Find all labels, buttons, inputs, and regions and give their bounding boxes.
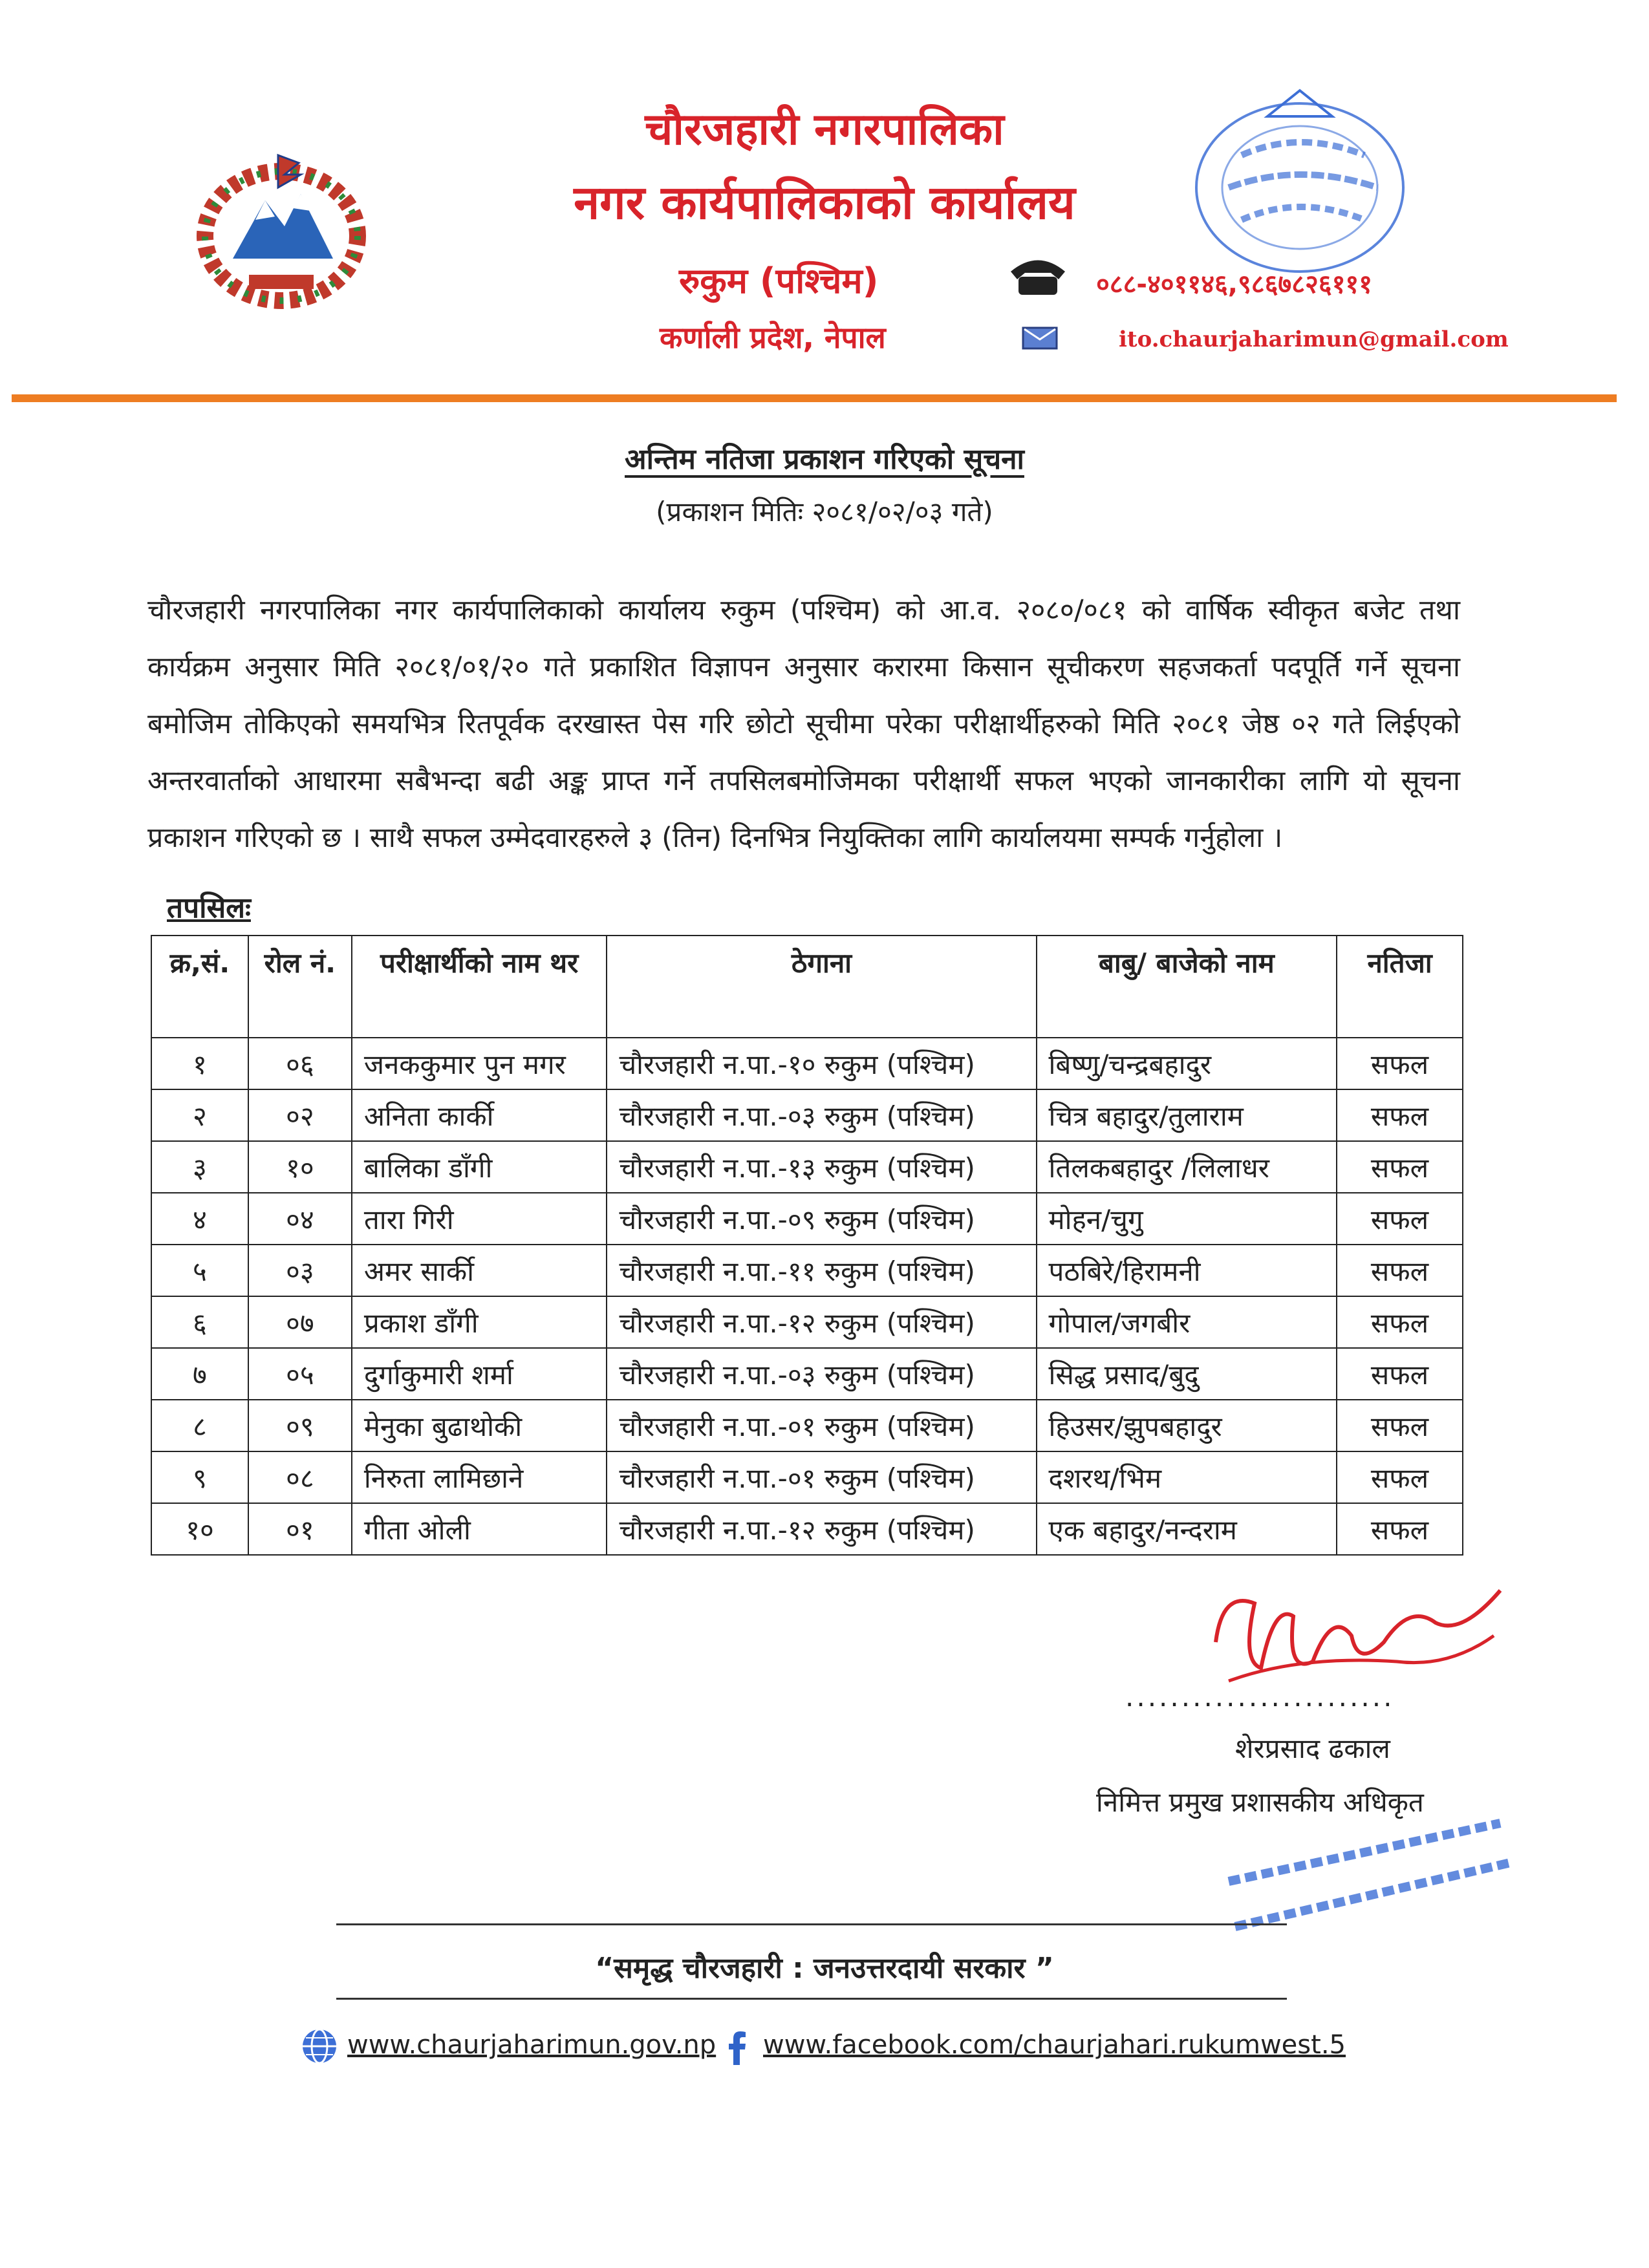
cell-name: बालिका डाँगी (352, 1141, 607, 1193)
col-header-address: ठेगाना (607, 936, 1036, 1038)
details-heading: तपसिलः (167, 892, 251, 925)
footer-rule-top (336, 1923, 1287, 1925)
signatory-title: निमित्त प्रमुख प्रशासकीय अधिकृत (1096, 1786, 1424, 1818)
col-header-name: परीक्षार्थीको नाम थर (352, 936, 607, 1038)
cell-result: सफल (1337, 1503, 1463, 1555)
col-header-result: नतिजा (1337, 936, 1463, 1038)
cell-result: सफल (1337, 1089, 1463, 1141)
cell-roll: ०६ (248, 1038, 352, 1089)
cell-result: सफल (1337, 1348, 1463, 1400)
col-header-father-grandfather: बाबु/ बाजेको नाम (1037, 936, 1337, 1038)
cell-address: चौरजहारी न.पा.-०१ रुकुम (पश्चिम) (607, 1451, 1036, 1503)
cell-roll: ०१ (248, 1503, 352, 1555)
cell-address: चौरजहारी न.पा.-०३ रुकुम (पश्चिम) (607, 1348, 1036, 1400)
table-row (151, 1503, 1463, 1555)
motto: “समृद्ध चौरजहारी : जनउत्तरदायी सरकार ” (595, 1952, 1054, 1985)
table-row (151, 1400, 1463, 1451)
cell-name: तारा गिरी (352, 1193, 607, 1245)
cell-parent: तिलकबहादुर /लिलाधर (1037, 1141, 1337, 1193)
handwritten-signature (1203, 1565, 1513, 1746)
table-header-row (151, 936, 1463, 1038)
email-address: ito.chaurjaharimun@gmail.com (1119, 326, 1509, 352)
table-row (151, 1451, 1463, 1503)
cell-name: गीता ओली (352, 1503, 607, 1555)
cell-serial: ६ (151, 1296, 248, 1348)
office-seal-stamp (1170, 78, 1429, 284)
table-row (151, 1193, 1463, 1245)
cell-serial: ९ (151, 1451, 248, 1503)
website-link[interactable]: www.chaurjaharimun.gov.np (347, 2030, 717, 2060)
cell-roll: ०३ (248, 1245, 352, 1296)
cell-parent: एक बहादुर/नन्दराम (1037, 1503, 1337, 1555)
cell-result: सफल (1337, 1141, 1463, 1193)
cell-result: सफल (1337, 1193, 1463, 1245)
district-name: रुकुम (पश्चिम) (679, 261, 879, 301)
table-row (151, 1348, 1463, 1400)
cell-roll: ०५ (248, 1348, 352, 1400)
cell-serial: ८ (151, 1400, 248, 1451)
cell-address: चौरजहारी न.पा.-०१ रुकुम (पश्चिम) (607, 1400, 1036, 1451)
table-row (151, 1296, 1463, 1348)
cell-result: सफल (1337, 1451, 1463, 1503)
signature-line: ........................ (1125, 1681, 1395, 1713)
cell-address: चौरजहारी न.पा.-१३ रुकुम (पश्चिम) (607, 1141, 1036, 1193)
cell-name: अमर सार्की (352, 1245, 607, 1296)
table-row (151, 1038, 1463, 1089)
cell-roll: ०२ (248, 1089, 352, 1141)
office-name: नगर कार्यपालिकाको कार्यालय (574, 175, 1075, 230)
cell-serial: २ (151, 1089, 248, 1141)
col-header-serial: क्र,सं. (151, 936, 248, 1038)
cell-result: सफल (1337, 1245, 1463, 1296)
cell-address: चौरजहारी न.पा.-०३ रुकुम (पश्चिम) (607, 1089, 1036, 1141)
cell-name: मेनुका बुढाथोकी (352, 1400, 607, 1451)
cell-name: निरुता लामिछाने (352, 1451, 607, 1503)
cell-serial: ७ (151, 1348, 248, 1400)
cell-parent: पठबिरे/हिरामनी (1037, 1245, 1337, 1296)
cell-address: चौरजहारी न.पा.-१० रुकुम (पश्चिम) (607, 1038, 1036, 1089)
facebook-icon (723, 2030, 751, 2065)
cell-roll: ०८ (248, 1451, 352, 1503)
col-header-roll: रोल नं. (248, 936, 352, 1038)
phone-number: ०८८-४०११४६,९८६७८२६१११ (1096, 270, 1372, 299)
header-divider (12, 394, 1617, 402)
cell-parent: हिउसर/झुपबहादुर (1037, 1400, 1337, 1451)
notice-body: चौरजहारी नगरपालिका नगर कार्यपालिकाको कार्यालय रुकुम (पश्चिम) को आ.व. २०८०/०८१ को वार्षिक स्वीकृत बजेट तथा कार्यक्रम अनुसार मिति २०८१/०१/२० गते प्रकाशित विज्ञापन अनुसार करारमा किसान सूचीकरण सहजकर्ता पदपूर्ति गर्ने सूचना बमोजिम तोकिएको समयभित्र रितपूर्वक दरखास्त पेस गरि छोटो सूचीमा परेका परीक्षार्थीहरुको मिति २०८१ जेष्ठ ०२ गते लिईएको अन्तरवार्ताको आधारमा सबैभन्दा बढी अङ्क प्राप्त गर्ने तपसिलबमोजिमका परीक्षार्थी सफल भएको जानकारीका लागि यो सूचना प्रकाशन गरिएको छ । साथै सफल उम्मेदवारहरुले ३ (तिन) दिनभित्र नियुक्तिका लागि कार्यालयमा सम्पर्क गर्नुहोला । (147, 594, 1460, 854)
publication-date: (प्रकाशन मितिः २०८१/०२/०३ गते) (656, 496, 993, 528)
cell-result: सफल (1337, 1296, 1463, 1348)
cell-parent: मोहन/चुगु (1037, 1193, 1337, 1245)
cell-name: अनिता कार्की (352, 1089, 607, 1141)
cell-result: सफल (1337, 1400, 1463, 1451)
cell-parent: गोपाल/जगबीर (1037, 1296, 1337, 1348)
cell-result: सफल (1337, 1038, 1463, 1089)
cell-address: चौरजहारी न.पा.-१२ रुकुम (पश्चिम) (607, 1503, 1036, 1555)
table-row (151, 1141, 1463, 1193)
footer-rule-bottom (336, 1998, 1287, 2000)
facebook-link[interactable]: www.facebook.com/chaurjahari.rukumwest.5 (763, 2030, 1346, 2060)
cell-address: चौरजहारी न.पा.-०९ रुकुम (पश्चिम) (607, 1193, 1036, 1245)
cell-serial: ५ (151, 1245, 248, 1296)
email-icon (1022, 326, 1058, 350)
cell-roll: ०९ (248, 1400, 352, 1451)
cell-serial: १ (151, 1038, 248, 1089)
globe-icon (301, 2027, 338, 2065)
cell-parent: बिष्णु/चन्द्रबहादुर (1037, 1038, 1337, 1089)
cell-roll: ०७ (248, 1296, 352, 1348)
cell-name: प्रकाश डाँगी (352, 1296, 607, 1348)
cell-name: दुर्गाकुमारी शर्मा (352, 1348, 607, 1400)
cell-serial: ३ (151, 1141, 248, 1193)
cell-roll: ०४ (248, 1193, 352, 1245)
signatory-name: शेरप्रसाद ढकाल (1235, 1733, 1390, 1764)
notice-title: अन्तिम नतिजा प्रकाशन गरिएको सूचना (625, 443, 1024, 476)
cell-address: चौरजहारी न.पा.-११ रुकुम (पश्चिम) (607, 1245, 1036, 1296)
cell-serial: १० (151, 1503, 248, 1555)
cell-serial: ४ (151, 1193, 248, 1245)
municipality-name: चौरजहारी नगरपालिका (645, 104, 1004, 155)
province-name: कर्णाली प्रदेश, नेपाल (660, 320, 886, 355)
telephone-icon (1006, 246, 1070, 297)
cell-parent: दशरथ/भिम (1037, 1451, 1337, 1503)
cell-roll: १० (248, 1141, 352, 1193)
table-row (151, 1089, 1463, 1141)
cell-parent: सिद्ध प्रसाद/बुदु (1037, 1348, 1337, 1400)
cell-name: जनककुमार पुन मगर (352, 1038, 607, 1089)
cell-parent: चित्र बहादुर/तुलाराम (1037, 1089, 1337, 1141)
table-row (151, 1245, 1463, 1296)
cell-address: चौरजहारी न.पा.-१२ रुकुम (पश्चिम) (607, 1296, 1036, 1348)
results-table (151, 935, 1463, 1556)
